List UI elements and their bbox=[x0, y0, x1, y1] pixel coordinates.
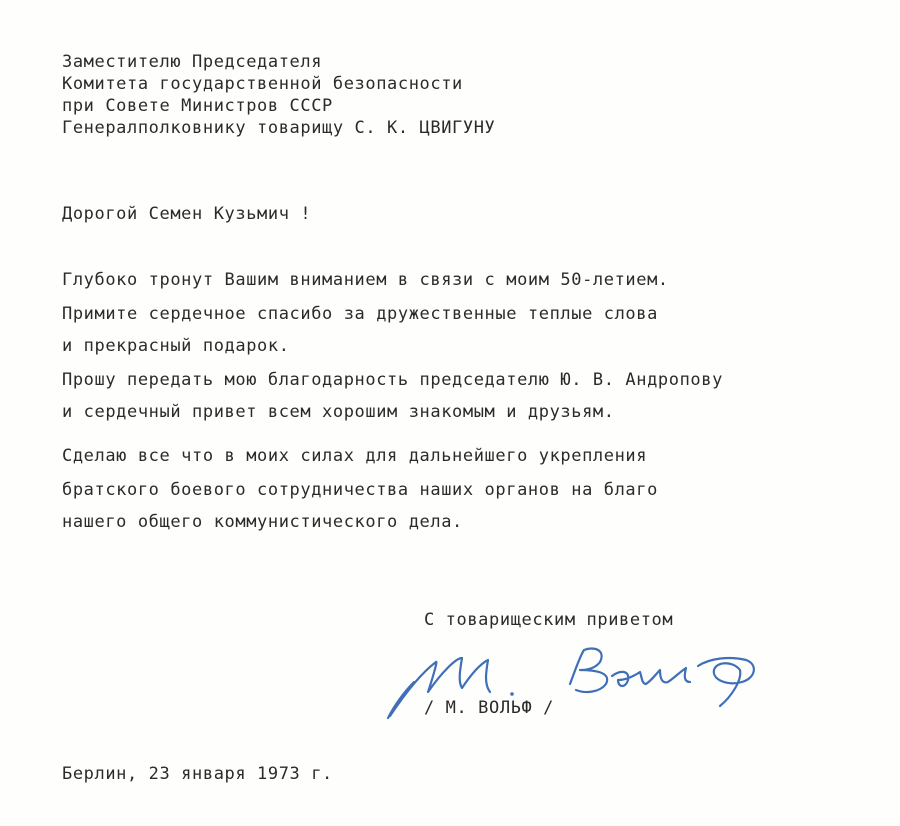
place-and-date: Берлин, 23 января 1973 г. bbox=[62, 764, 333, 784]
addressee-line: Комитета государственной безопасности bbox=[62, 74, 463, 94]
body-line: Глубоко тронут Вашим вниманием в связи с моим 50-летием. bbox=[62, 270, 669, 290]
body-line: Прошу передать мою благодарность председателю Ю. В. Андропову bbox=[62, 370, 723, 390]
addressee-line: Генералполковнику товарищу С. К. ЦВИГУНУ bbox=[62, 118, 496, 138]
body-line: и прекрасный подарок. bbox=[62, 336, 290, 356]
body-line: и сердечный привет всем хорошим знакомым и друзьям. bbox=[62, 402, 615, 422]
body-line: братского боевого сотрудничества наших органов на благо bbox=[62, 480, 658, 500]
body-line: Примите сердечное спасибо за дружественные теплые слова bbox=[62, 304, 658, 324]
body-line: нашего общего коммунистического дела. bbox=[62, 512, 463, 532]
salutation: Дорогой Семен Кузьмич ! bbox=[62, 204, 312, 224]
signatory-name: / М. ВОЛЬФ / bbox=[424, 698, 555, 718]
addressee-line: Заместителю Председателя bbox=[62, 52, 323, 72]
addressee-line: при Совете Министров СССР bbox=[62, 96, 333, 116]
body-line: Сделаю все что в моих силах для дальнейшего укрепления bbox=[62, 446, 648, 466]
closing-phrase: С товарищеским приветом bbox=[424, 610, 674, 630]
